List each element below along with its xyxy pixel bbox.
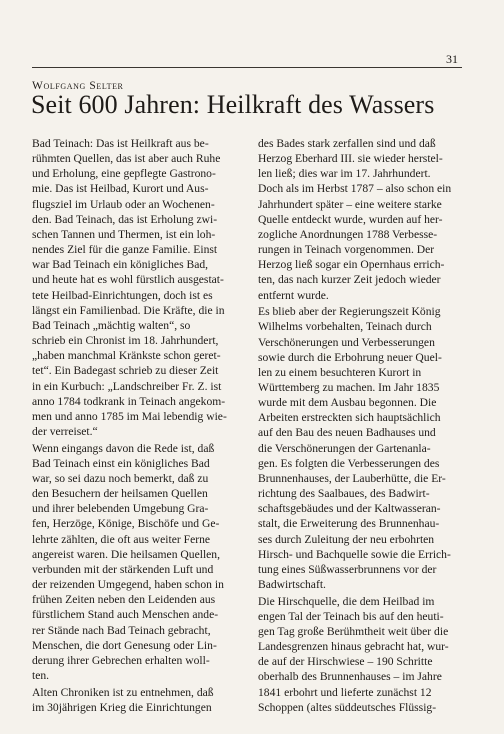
paragraph: Die Hirschquelle, die dem Heilbad im engen Tal der Teinach bis auf den heuti- gen Tag große Berühmtheit weit über die Landesgrenzen hinaus gebracht hat, wur- de auf der Hirschwiese – 190 Schritte oberhalb des Brunnenhauses – im Jahre 1841 erbohrt und lieferte zunächst 12 Schoppen (altes süddeutsches Flüssig- — [258, 594, 449, 714]
author-name: Wolfgang Selter — [32, 80, 124, 92]
header-rule — [32, 67, 462, 68]
article-title: Seit 600 Jahren: Heilkraft des Wassers — [31, 90, 435, 119]
paragraph: Bad Teinach: Das ist Heilkraft aus be- rühmten Quellen, das ist aber auch Ruhe und Erholung, eine gepflegte Gastrono- mie. Das ist Heilbad, Kurort und Aus- flugsziel im Urlaub oder an Wochenen- den. Bad Teinach, das ist Erholung zwi- schen Tannen und Thermen, ist ein loh- nendes Ziel für die ganze Familie. Einst war Bad Teinach ein königliches Bad, und heute hat es wohl fürstlich ausgestat- tete Heilbad-Einrichtungen, doch ist es längst ein Familienbad. Die Kräfte, die in Bad Teinach „mächtig walten“, so schrieb ein Chronist im 18. Jahrhundert, „haben manchmal Kränkste schon geret- tet“. Ein Badegast schrieb zu dieser Zeit in ein Kurbuch: „Landschreiber Fr. Z. ist anno 1784 todkrank in Teinach angekom- men und anno 1785 im Mai lebendig wie- der verreiset.“ — [32, 137, 227, 438]
paragraph: des Bades stark zerfallen sind und daß Herzog Eberhard III. sie wieder herstel- len ließ; dies war im 17. Jahrhundert. Doch als im Herbst 1787 – also schon ein Jahrhundert später – eine weitere starke Quelle entdeckt wurde, wurden auf her- zogliche Anordnungen 1788 Verbesse- rungen in Teinach vorgenommen. Der Herzog ließ sogar ein Opernhaus errich- ten, das nach kurzer Zeit jedoch wieder entfernt wurde. — [258, 137, 452, 302]
paragraph: Wenn eingangs davon die Rede ist, daß Bad Teinach einst ein königliches Bad war, so sei dazu noch bemerkt, daß zu den Besuchern der heilsamen Quellen und ihrer belebenden Umgebung Gra- fen, Herzöge, Könige, Bischöfe und Ge- lehrte zählten, die oft aus weiter Ferne angereist waren. Die heilsamen Quellen, verbunden mit der stärkenden Luft und der reizenden Umgegend, haben schon in frühen Zeiten neben den Leidenden aus fürstlichem Stand auch Menschen ande- rer Stände nach Bad Teinach gebracht, Menschen, die dort Genesung oder Lin- derung ihrer Gebrechen erhalten woll- ten. — [32, 441, 224, 682]
page-number: 31 — [446, 52, 458, 66]
right-column — [258, 136, 466, 716]
left-column — [32, 136, 240, 716]
paragraph: Alten Chroniken ist zu entnehmen, daß im 30jährigen Krieg die Einrichtungen — [32, 685, 214, 714]
paragraph: Es blieb aber der Regierungszeit König Wilhelms vorbehalten, Teinach durch Verschönerungen und Verbesserungen sowie durch die Erbohrung neuer Quel- len zu einem besuchteren Kurort in Württemberg zu machen. Im Jahr 1835 wurde mit dem Ausbau begonnen. Die Arbeiten erstreckten sich hauptsächlich auf den Bau des neuen Badhauses und die Verschönerungen der Gartenanla- gen. Es folgten die Verbesserungen des Brunnenhauses, der Lauberhütte, die Er- richtung des Saalbaues, des Badwirt- schaftsgebäudes und der Kaltwasseran- stalt, die Erweiterung des Brunnenhau- ses durch Zuleitung der neu erbohrten Hirsch- und Bachquelle sowie die Errich- tung eines Süßwasserbrunnens vor der Badwirtschaft. — [258, 305, 451, 592]
